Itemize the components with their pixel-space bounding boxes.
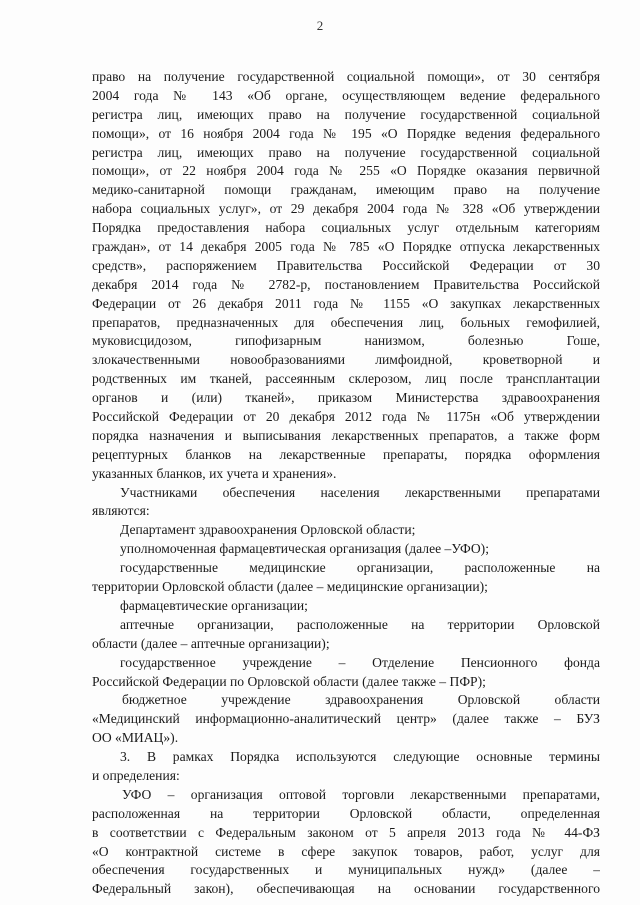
text-line: право на получение государственной социальной помощи», от 30 сентября	[92, 69, 600, 84]
text-line: Федеральный закон), обеспечивающая на основании государственного	[92, 881, 600, 897]
text-line: расположенная на территории Орловской области, определенная	[92, 805, 600, 821]
text-line: Российской Федерации по Орловской области (далее также – ПФР);	[92, 673, 486, 689]
text-line: области (далее – аптечные организации);	[92, 635, 330, 651]
text-line: территории Орловской области (далее – медицинские организации);	[92, 579, 488, 595]
text-line: государственные медицинские организации, расположенные на	[120, 560, 600, 576]
text-line: в соответствии с Федеральным законом от 5 апреля 2013 года № 44-ФЗ	[92, 824, 600, 840]
text-line: рецептурных бланков на лекарственные препараты, порядка оформления	[92, 446, 600, 462]
text-line: набора социальных услуг», от 29 декабря 2004 года № 328 «Об утверждении	[92, 201, 600, 217]
text-line: регистра лиц, имеющих право на получение государственной социальной	[92, 144, 600, 160]
text-line: родственных им тканей, рассеянным склерозом, лиц после трансплантации	[92, 371, 600, 387]
text-line: являются:	[92, 503, 150, 519]
text-line: уполномоченная фармацевтическая организация (далее –УФО);	[120, 541, 489, 557]
text-line: указанных бланков, их учета и хранения».	[92, 465, 337, 481]
text-line: ОО «МИАЦ»).	[92, 730, 179, 746]
text-line: аптечные организации, расположенные на территории Орловской	[120, 616, 600, 632]
text-line: «О контрактной системе в сфере закупок товаров, работ, услуг для	[92, 843, 600, 859]
text-line: злокачественными новообразованиями лимфоидной, кроветворной и	[92, 352, 600, 368]
text-line: органов и (или) тканей», приказом Министерства здравоохранения	[92, 390, 600, 406]
text-line: «Медицинский информационно-аналитический центр» (далее также – БУЗ	[92, 711, 600, 727]
text-line: и определения:	[92, 767, 180, 783]
text-line: Участниками обеспечения населения лекарственными препаратами	[120, 484, 600, 500]
text-line: 2004 года № 143 «Об органе, осуществляющем ведение федерального	[92, 87, 600, 103]
text-line: Департамент здравоохранения Орловской области;	[120, 522, 416, 538]
text-line: фармацевтические организации;	[120, 597, 308, 613]
text-line: обеспечения государственных и муниципальных нужд» (далее –	[92, 862, 600, 878]
text-line: граждан», от 14 декабря 2005 года № 785 «О Порядке отпуска лекарственных	[92, 239, 600, 255]
body-text	[92, 68, 600, 899]
text-line: Порядка предоставления набора социальных услуг отдельным категориям	[92, 220, 600, 236]
text-line: медико-санитарной помощи гражданам, имеющим право на получение	[92, 182, 600, 198]
text-line: бюджетное учреждение здравоохранения Орловской области	[122, 692, 600, 708]
text-line: помощи», от 16 ноября 2004 года № 195 «О Порядке ведения федерального	[92, 125, 600, 141]
text-line: регистра лиц, имеющих право на получение государственной социальной	[92, 106, 600, 122]
text-line: 3. В рамках Порядка используются следующие основные термины	[120, 749, 600, 765]
text-line: государственное учреждение – Отделение Пенсионного фонда	[120, 654, 600, 670]
text-line: помощи», от 22 ноября 2004 года № 255 «О Порядке оказания первичной	[92, 163, 600, 179]
text-line: средств», распоряжением Правительства Российской Федерации от 30	[92, 257, 600, 273]
text-line: препаратов, предназначенных для обеспечения лиц, больных гемофилией,	[92, 314, 600, 330]
text-line: УФО – организация оптовой торговли лекарственными препаратами,	[122, 786, 600, 802]
text-line: декабря 2014 года № 2782-р, постановлением Правительства Российской	[92, 276, 600, 292]
text-line: муковисцидозом, гипофизарным нанизмом, болезнью Гоше,	[92, 333, 600, 349]
text-line: Федерации от 26 декабря 2011 года № 1155 «О закупках лекарственных	[92, 295, 600, 311]
page-number: 2	[316, 18, 324, 33]
text-line: порядка назначения и выписывания лекарственных препаратов, а также форм	[92, 427, 600, 443]
text-line: Российской Федерации от 20 декабря 2012 года № 1175н «Об утверждении	[92, 409, 600, 425]
